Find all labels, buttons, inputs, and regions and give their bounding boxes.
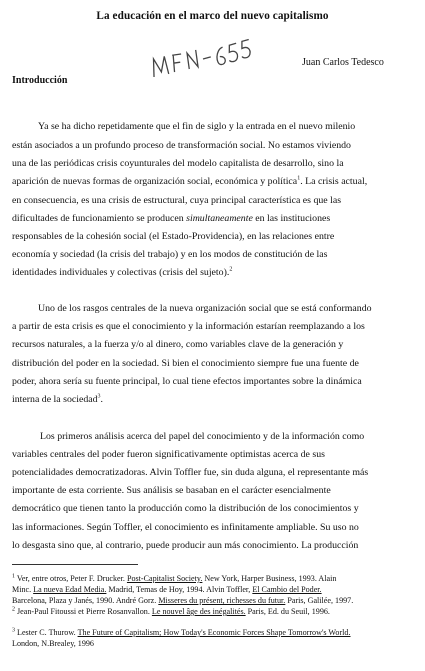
paragraph-line: una de las periódicas crisis coyunturales del modelo capitalista de desarrollo, sino la [12, 158, 344, 169]
paragraph-line: democrático que tienen tanto la producción como la distribución de los conocimientos y [12, 503, 359, 514]
paragraph-line: lo desgasta sino que, al contrario, puede producir aun más conocimiento. La producción [12, 540, 359, 551]
cited-title: Misseres du présent, richesses du futur. [158, 596, 286, 605]
cited-title: La nueva Edad Media. [33, 585, 107, 594]
text-run: . [100, 394, 104, 405]
footnote-marker: 1 [12, 573, 15, 580]
paragraph-line: a partir de esta crisis es que el conocimiento y la información estarían reemplazando a los [12, 321, 365, 332]
handwritten-annotation-drawing [146, 35, 260, 84]
handwritten-annotation [146, 35, 260, 84]
paragraph-line: Los primeros análisis acerca del papel del conocimiento y de la información como [40, 431, 365, 442]
section-heading: Introducción [12, 75, 68, 86]
text-run: Madrid, Temas de Hoy, 1994. Alvin Toffler, [106, 585, 253, 594]
paragraph-line: poder, ahora sería su fuente principal, lo cual tiene efectos importantes sobre la dinámica [12, 376, 362, 387]
text-run: dificultades de funcionamiento se producen [12, 213, 187, 224]
paragraph-line: las informaciones. Según Toffler, el conocimiento es infinitamente ampliable. Su uso no [12, 522, 359, 533]
paragraph-line: responsables de la cohesión social (el Estado-Providencia), en las relaciones entre [12, 231, 335, 242]
footnote-ref: 1 [297, 175, 301, 182]
paragraph-line: recursos naturales, a la fuerza y/o al dinero, como variables clave de la generación y [12, 339, 344, 350]
footnote-3-cont: London, N.Brealey, 1996 [12, 639, 94, 648]
paragraph-line: en consecuencia, es una crisis de estructural, cuya principal característica es que las [12, 195, 342, 206]
document-title: La educación en el marco del nuevo capitalismo [96, 10, 329, 22]
text-run: interna de la sociedad [12, 394, 98, 405]
text-run: Lester C. Thurow. [15, 628, 78, 637]
text-run: Barcelona, Plaza y Janés, 1990. André Gorz. [12, 596, 159, 605]
paragraph-line: importante de esta corriente. Sus análisis se basaban en el carácter esencialmente [12, 485, 331, 496]
paragraph-line: Uno de los rasgos centrales de la nueva organización social que se está conformando [38, 303, 372, 314]
text-run: Ver, entre otros, Peter F. Drucker. [15, 574, 127, 583]
text-run: . La crisis actual, [300, 176, 368, 187]
text-run: New York, Harper Business, 1993. Alain [202, 574, 337, 583]
footnote-2 [12, 607, 330, 616]
footnote-ref: 2 [229, 266, 233, 273]
paragraph-line [12, 267, 232, 278]
footnote-1-cont [12, 596, 353, 605]
text-run: Jean-Paul Fitoussi et Pierre Rosanvallon. [15, 607, 152, 616]
author-name: Juan Carlos Tedesco [302, 57, 384, 68]
text-run: aparición de nuevas formas de organización social, económica y política [12, 176, 298, 187]
paragraph-line: distribución del poder en la sociedad. Si bien el conocimiento siempre fue una fuente de [12, 358, 359, 369]
text-run: Minc. [12, 585, 34, 594]
footnote-1 [12, 574, 336, 583]
footnote-1-cont [12, 585, 322, 594]
text-run: Paris, Galilée, 1997. [285, 596, 354, 605]
paragraph-line: están asociados a un profundo proceso de transformación social. No estamos viviendo [12, 140, 351, 151]
emphasis-text: simultaneamente [186, 213, 253, 224]
text-run: identidades individuales y colectivas (crisis del sujeto). [12, 267, 230, 278]
paragraph-line [12, 176, 367, 187]
cited-title: Le nouvel âge des inégalités. [151, 607, 246, 616]
paragraph-line [12, 394, 103, 405]
paragraph-line: economía y sociedad (la crisis del trabajo) y en los modos de constitución de las [12, 249, 328, 260]
text-run: en las instituciones [252, 213, 331, 224]
paragraph-line: Ya se ha dicho repetidamente que el fin de siglo y la entrada en el nuevo milenio [38, 121, 356, 132]
footnote-marker: 2 [12, 606, 15, 613]
footnote-3 [12, 628, 351, 637]
paragraph-line: potencialidades democratizadoras. Alvin Toffler fue, sin duda alguna, el representante más [12, 467, 369, 478]
paragraph-line: variables centrales del poder fueron significativamente optimistas acerca de sus [12, 449, 325, 460]
footnote-ref: 3 [97, 393, 101, 400]
cited-title: El Cambio del Poder. [252, 585, 322, 594]
footnote-marker: 3 [12, 627, 15, 634]
footnote-divider [12, 564, 138, 565]
cited-title: Post-Capitalist Society. [126, 574, 203, 583]
text-run: Paris, Ed. du Seuil, 1996. [245, 607, 330, 616]
cited-title: The Future of Capitalism; How Today's Economic Forces Shape Tomorrow's World. [77, 628, 351, 637]
paragraph-line [12, 213, 330, 224]
